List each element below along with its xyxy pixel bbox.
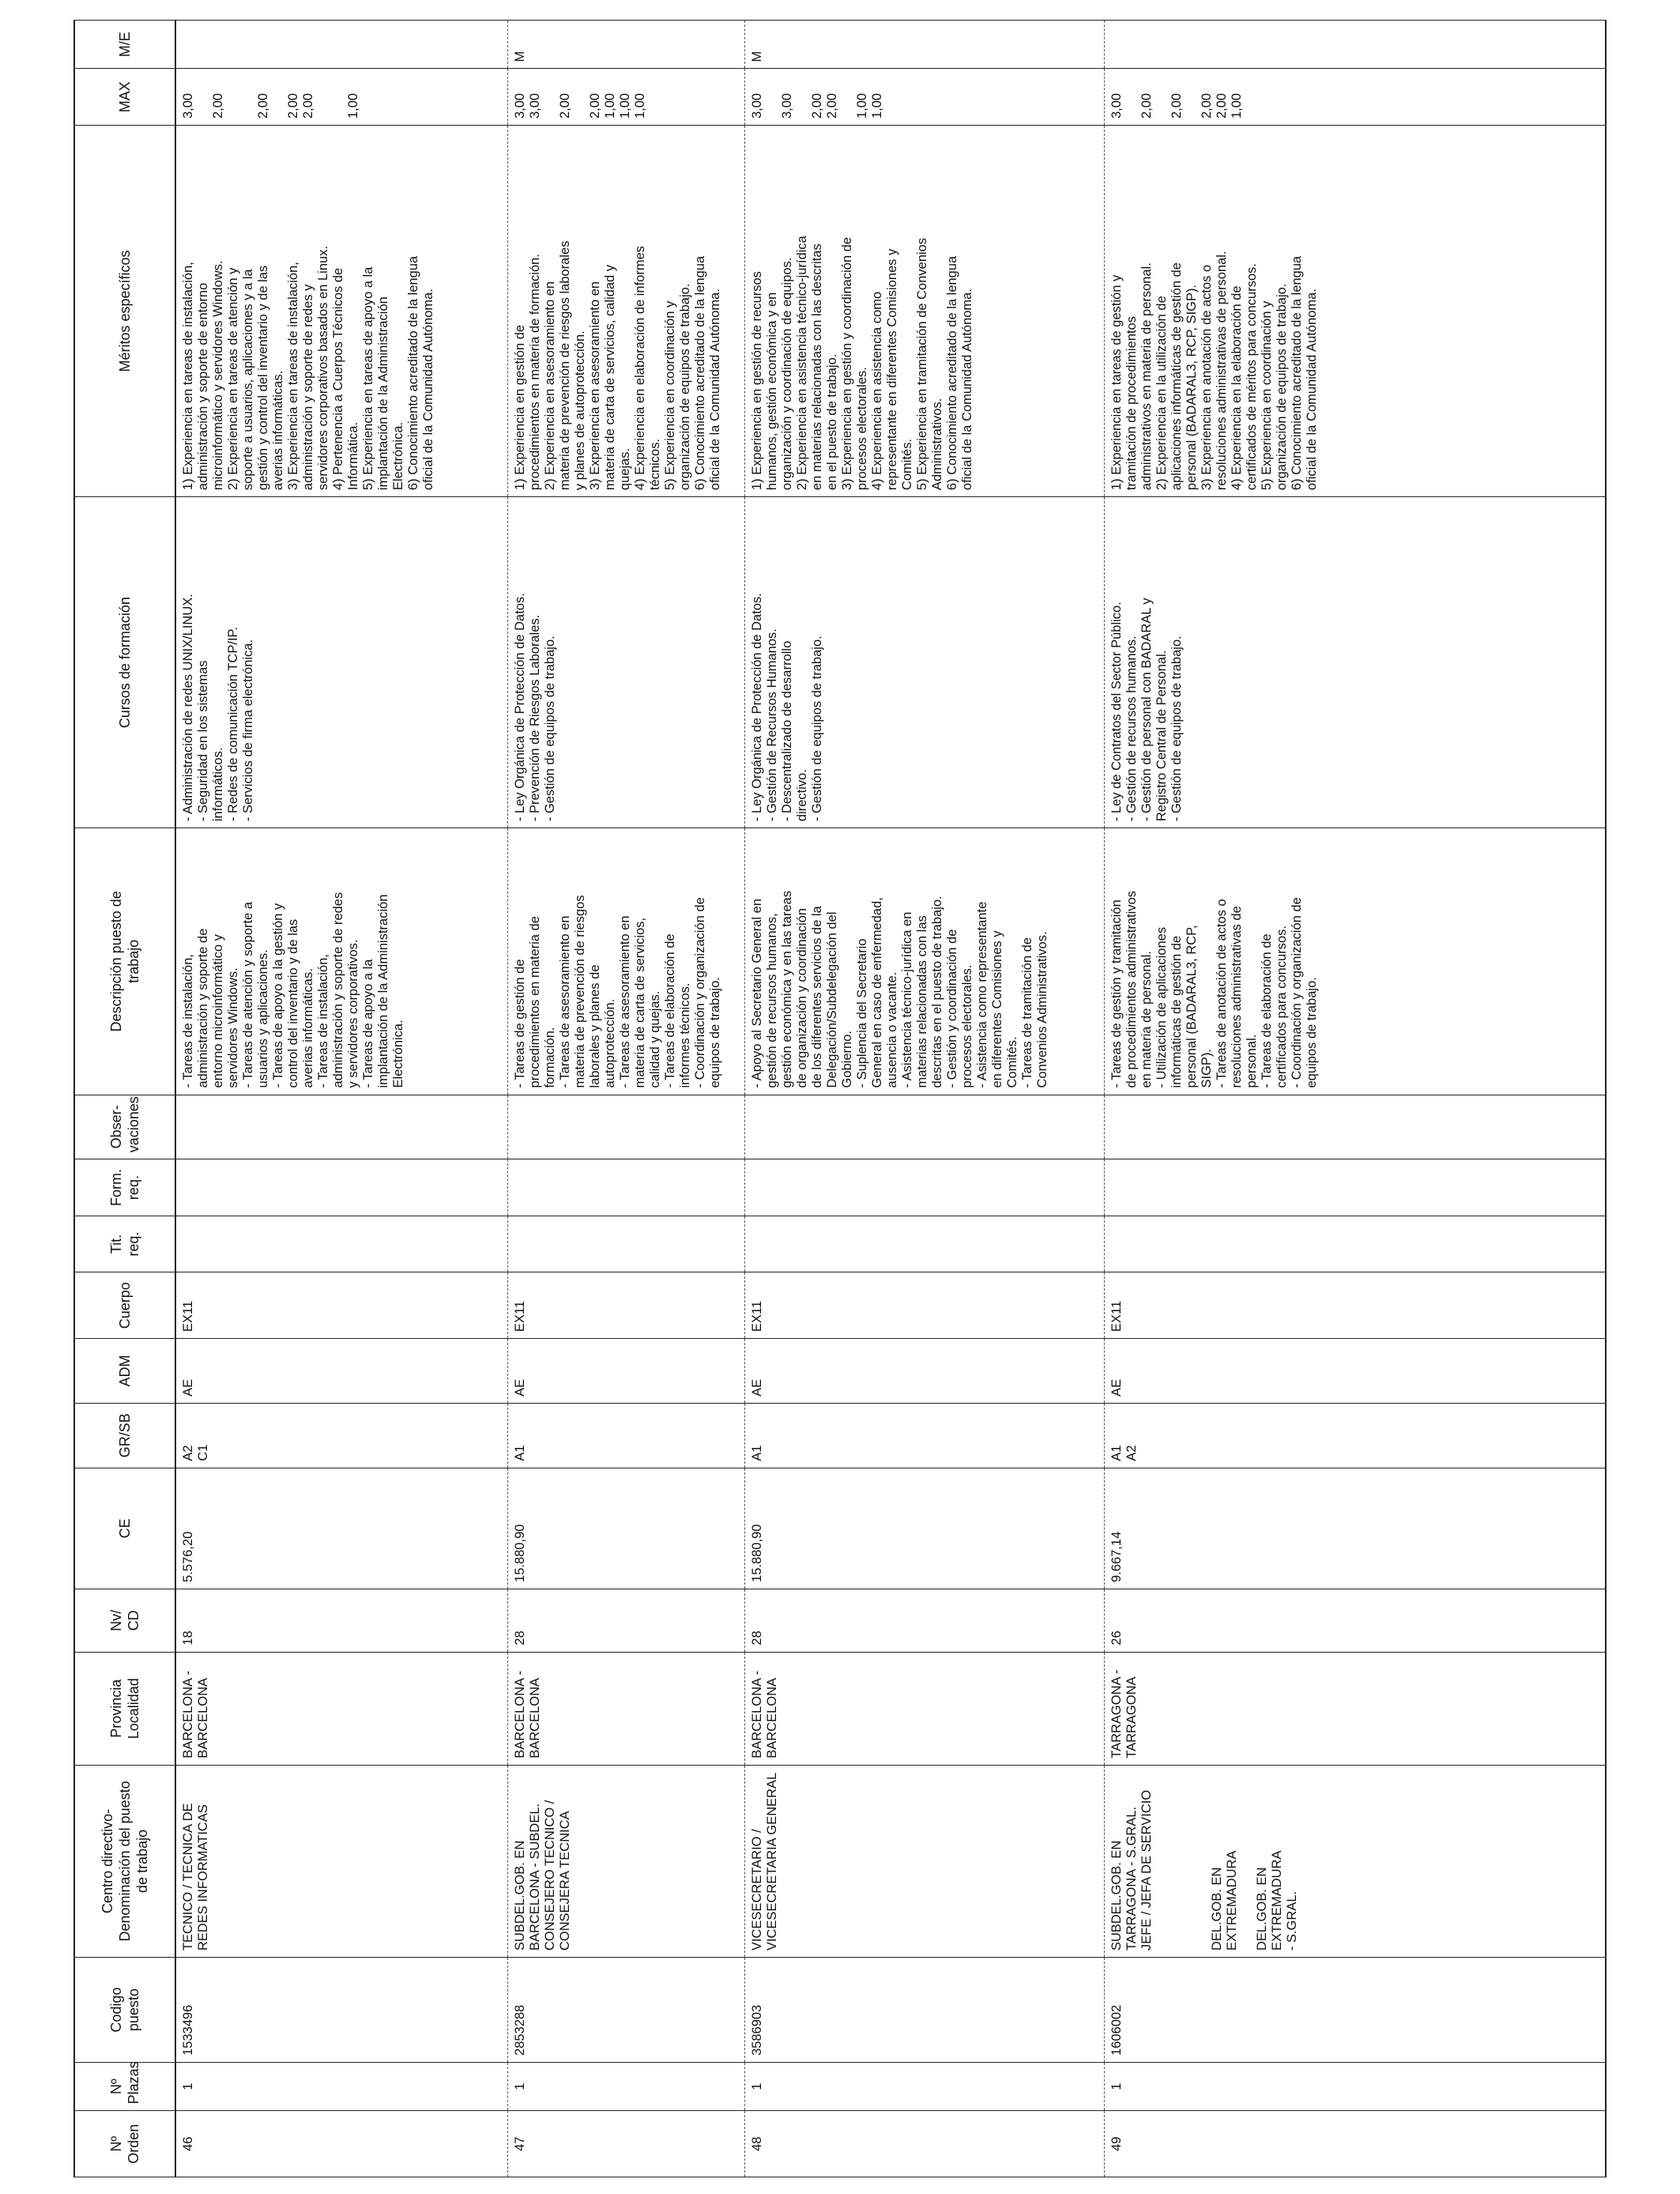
cell-grsb: A2 C1 — [175, 1403, 507, 1468]
cell-provincia: TARRAGONA - TARRAGONA — [1104, 1652, 1606, 1765]
cell-ce: 15.880,90 — [744, 1468, 1104, 1589]
cell-meritos: 1) Experiencia en tareas de instalación, administración y soporte de entorno microinformático y servidores Windows. 2) Experiencia en tareas de atención y soporte a usuarios, aplicaciones y a la gestión y control del inventario y de las averias informáticas. 3) Experiencia en tareas de instalación, administración y soporte de redes y servidores corporativos basados en Linux. 4) Pertenencia a Cuerpos Técnicos de Informática. 5) Experiencia en tareas de apoyo a la implantación de la Administración Electrónica. 6) Conocimiento acreditado de la lengua oficial de la Comunidad Autónoma. — [175, 126, 507, 497]
cell-plazas: 1 — [507, 2062, 744, 2110]
cell-tit — [744, 1216, 1104, 1272]
cell-centro — [507, 1765, 744, 1957]
centro-next-section: DEL.GOB. EN EXTREMADURA DEL.GOB. EN EXTREMADURA - S.GRAL. — [1209, 1850, 1299, 1951]
table-header-row — [74, 21, 175, 2177]
cell-grsb: A1 A2 — [1104, 1403, 1606, 1468]
cell-meritos: 1) Experiencia en tareas de gestión y tramitación de procedimientos administrativos en materia de personal. 2) Experiencia en la utilización de aplicaciones informáticas de gestión de personal (BADARAL3, RCP, SIGP). 3) Experiencia en anotación de actos o resoluciones administrativas de personal. 4) Experiencia en la elaboración de certificados de méritos para concursos. 5) Experiencia en coordinación y organización de equipos de trabajo. 6) Conocimiento acreditado de la lengua oficial de la Comunidad Autónoma. — [1104, 126, 1606, 497]
cell-nivel: 26 — [1104, 1589, 1606, 1652]
cell-cursos: - Ley de Contratos del Sector Público. - Gestión de recursos humanos. - Gestión de personal con BADARAL y Registro Central de Personal. - Gestión de equipos de trabajo. — [1104, 497, 1606, 828]
cell-centro — [175, 1765, 507, 1957]
cell-adm: AE — [175, 1339, 507, 1404]
job-positions-table — [73, 20, 1607, 2177]
cell-meritos: 1) Experiencia en gestión de procedimientos en materia de formación. 2) Experiencia en asesoramiento en materia de prevención de riesgos laborales y planes de autoprotección. 3) Experiencia en asesoramiento en materia de carta de servicios, calidad y quejas. 4) Experiencia en elaboración de informes técnicos. 5) Experiencia en coordinación y organización de equipos de trabajo. 6) Conocimiento acreditado de la lengua oficial de la Comunidad Autónoma. — [507, 126, 744, 497]
cell-tit — [1104, 1216, 1606, 1272]
cell-obs — [1104, 1095, 1606, 1159]
cell-tit — [175, 1216, 507, 1272]
table-row — [507, 21, 744, 2177]
cell-descripcion: - Apoyo al Secretario General en gestión de recursos humanos, gestión económica y en las tareas de organización y coordinación de los diferentes servicios de la Delegación/Subdelegación del Gobierno. - Suplencia del Secretario General en caso de enfermedad, ausencia o vacante. - Asistencia técnico-jurídica en materias relacionadas con las descritas en el puesto de trabajo. - Gestión y coordinación de procesos electorales. - Asistencia como representante en diferentes Comisiones y Comités. - Tareas de tramitación de Convenios Administrativos. — [744, 828, 1104, 1095]
cell-orden: 48 — [744, 2111, 1104, 2177]
cell-descripcion: - Tareas de gestión de procedimientos en materia de formación. - Tareas de asesoramiento en materia de prevención de riesgos laborales y planes de autoprotección. - Tareas de asesoramiento en materia de carta de servicios, calidad y quejas. - Tareas de elaboración de informes técnicos. - Coordinación y organización de equipos de trabajo. — [507, 828, 744, 1095]
table-row — [1104, 21, 1606, 2177]
cell-plazas: 1 — [744, 2062, 1104, 2110]
header-tit: Tit. req. — [74, 1216, 175, 1272]
cell-codigo: 1606002 — [1104, 1958, 1606, 2063]
header-nivel: Nv/ CD — [74, 1589, 175, 1652]
cell-obs — [175, 1095, 507, 1159]
table-row — [744, 21, 1104, 2177]
cell-provincia: BARCELONA - BARCELONA — [744, 1652, 1104, 1765]
rotated-page — [73, 20, 1607, 2177]
cell-max: 3,00 3,00 2,00 2,00 1,00 1,00 — [744, 69, 1104, 126]
cell-me: M — [744, 21, 1104, 70]
header-grsb: GR/SB — [74, 1403, 175, 1468]
centro-denominacion: VICESECRETARIO / VICESECRETARIA GENERAL — [749, 1772, 779, 1951]
cell-ce: 15.880,90 — [507, 1468, 744, 1589]
cell-cursos: - Administración de redes UNIX/LINUX. - Seguridad en los sistemas informáticos. - Redes de comunicación TCP/IP. - Servicios de firma electrónica. — [175, 497, 507, 828]
cell-nivel: 28 — [507, 1589, 744, 1652]
header-me: M/E — [74, 21, 175, 70]
header-cuerpo: Cuerpo — [74, 1272, 175, 1339]
cell-max: 3,00 2,00 2,00 2,00 2,00 1,00 — [1104, 69, 1606, 126]
cell-adm: AE — [744, 1339, 1104, 1404]
cell-me: M — [507, 21, 744, 70]
cell-codigo: 2853288 — [507, 1958, 744, 2063]
header-meritos: Méritos específicos — [74, 126, 175, 497]
header-form: Form. req. — [74, 1159, 175, 1216]
cell-form — [175, 1159, 507, 1216]
cell-orden: 49 — [1104, 2111, 1606, 2177]
cell-form — [507, 1159, 744, 1216]
header-max: MAX — [74, 69, 175, 126]
cell-cuerpo: EX11 — [507, 1272, 744, 1339]
centro-denominacion: JEFE / JEFA DE SERVICIO — [1139, 1789, 1154, 1951]
cell-form — [744, 1159, 1104, 1216]
header-centro: Centro directivo- Denominación del puesto de trabajo — [74, 1765, 175, 1957]
cell-me — [175, 21, 507, 70]
cell-ce: 5.576,20 — [175, 1468, 507, 1589]
cell-form — [1104, 1159, 1606, 1216]
centro-denominacion: CONSEJERO TECNICO / CONSEJERA TECNICA — [542, 1800, 572, 1951]
cell-centro — [744, 1765, 1104, 1957]
cell-obs — [507, 1095, 744, 1159]
cell-ce: 9.667,14 — [1104, 1468, 1606, 1589]
cell-cuerpo: EX11 — [744, 1272, 1104, 1339]
cell-codigo: 1533496 — [175, 1958, 507, 2063]
cell-plazas: 1 — [175, 2062, 507, 2110]
cell-orden: 47 — [507, 2111, 744, 2177]
cell-nivel: 18 — [175, 1589, 507, 1652]
cell-codigo: 3586903 — [744, 1958, 1104, 2063]
cell-plazas: 1 — [1104, 2062, 1606, 2110]
cell-cursos: - Ley Orgánica de Protección de Datos. - Prevención de Riesgos Laborales. - Gestión de equipos de trabajo. — [507, 497, 744, 828]
cell-descripcion: - Tareas de instalación, administración y soporte de entorno microinformático y servidores Windows. - Tareas de atención y soporte a usuarios y aplicaciones. - Tareas de apoyo a la gestión y control del inventario y de las averias informáticas. - Tareas de instalación, administración y soporte de redes y servidores corporativos. - Tareas de apoyo a la implantación de la Administración Electrónica. — [175, 828, 507, 1095]
header-descripcion: Descripción puesto de trabajo — [74, 828, 175, 1095]
header-ce: CE — [74, 1468, 175, 1589]
cell-provincia: BARCELONA - BARCELONA — [175, 1652, 507, 1765]
table-row — [175, 21, 507, 2177]
header-cursos: Cursos de formación — [74, 497, 175, 828]
header-provincia: Provincia Localidad — [74, 1652, 175, 1765]
cell-grsb: A1 — [507, 1403, 744, 1468]
cell-max: 3,00 3,00 2,00 2,00 1,00 1,00 1,00 — [507, 69, 744, 126]
cell-adm: AE — [507, 1339, 744, 1404]
centro-prefix: SUBDEL.GOB. EN BARCELONA - SUBDEL. — [512, 1803, 542, 1951]
cell-obs — [744, 1095, 1104, 1159]
header-plazas: Nº Plazas — [74, 2062, 175, 2110]
header-adm: ADM — [74, 1339, 175, 1404]
centro-prefix: SUBDEL.GOB. EN TARRAGONA - S.GRAL. — [1109, 1806, 1139, 1951]
cell-tit — [507, 1216, 744, 1272]
cell-orden: 46 — [175, 2111, 507, 2177]
cell-max: 3,00 2,00 2,00 2,00 2,00 1,00 — [175, 69, 507, 126]
cell-meritos: 1) Experiencia en gestión de recursos humanos, gestión económica y en organización y coordinación de equipos. 2) Experiencia en asistencia técnico-jurídica en materias relacionadas con las descritas en el puesto de trabajo. 3) Experiencia en gestión y coordinación de procesos electorales. 4) Experiencia en asistencia como representante en diferentes Comisiones y Comités. 5) Experiencia en tramitación de Convenios Administrativos. 6) Conocimiento acreditado de la lengua oficial de la Comunidad Autónoma. — [744, 126, 1104, 497]
cell-cuerpo: EX11 — [175, 1272, 507, 1339]
cell-centro — [1104, 1765, 1606, 1957]
cell-adm: AE — [1104, 1339, 1606, 1404]
cell-provincia: BARCELONA - BARCELONA — [507, 1652, 744, 1765]
cell-grsb: A1 — [744, 1403, 1104, 1468]
header-orden: Nº Orden — [74, 2111, 175, 2177]
cell-descripcion: - Tareas de gestión y tramitación de procedimientos administrativos en materia de personal. - Utilización de aplicaciones informáticas de gestión de personal (BADARAL3, RCP, SIGP). - Tareas de anotación de actos o resoluciones administrativas de personal. - Tareas de elaboración de certificados para concursos. - Coordinación y organización de equipos de trabajo. — [1104, 828, 1606, 1095]
header-codigo: Codigo puesto — [74, 1958, 175, 2063]
header-obs: Obser- vaciones — [74, 1095, 175, 1159]
centro-denominacion: TECNICO / TECNICA DE REDES INFORMATICAS — [181, 1803, 210, 1951]
cell-nivel: 28 — [744, 1589, 1104, 1652]
cell-cuerpo: EX11 — [1104, 1272, 1606, 1339]
cell-cursos: - Ley Orgánica de Protección de Datos. - Gestión de Recursos Humanos. - Descentralizado de desarrollo directivo. - Gestión de equipos de trabajo. — [744, 497, 1104, 828]
cell-me — [1104, 21, 1606, 70]
